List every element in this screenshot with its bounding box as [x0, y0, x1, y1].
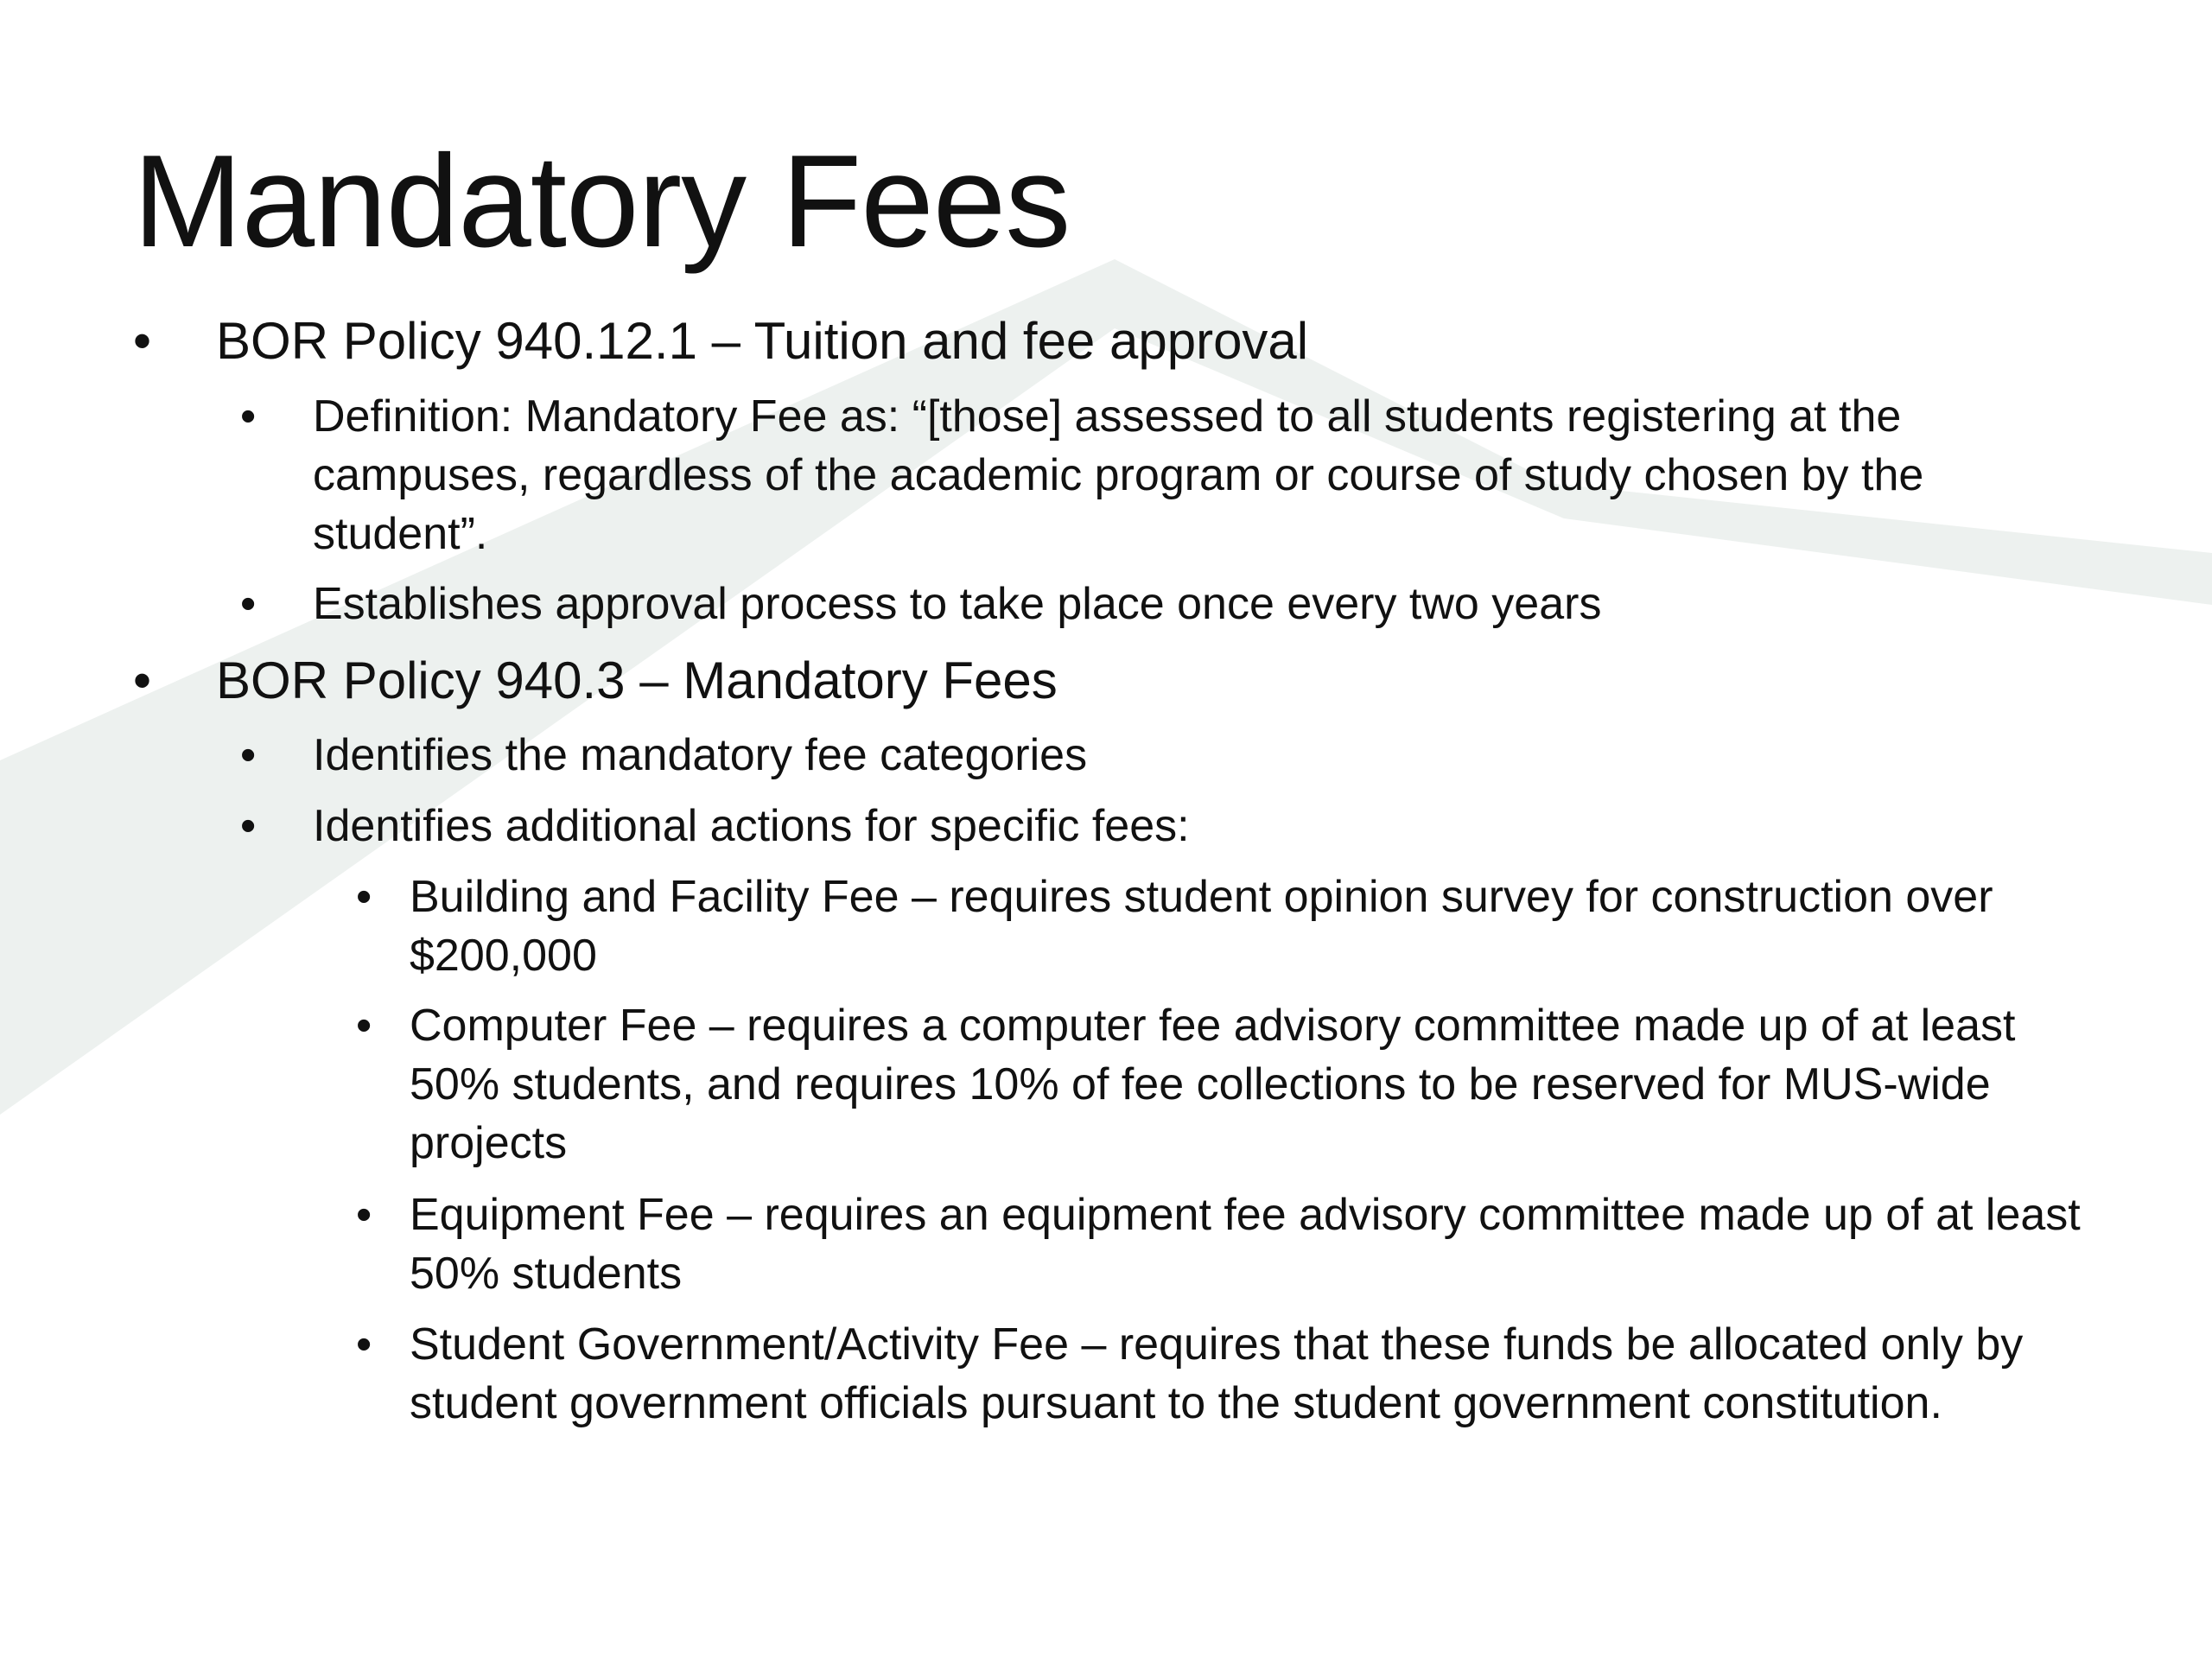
bullet-icon: • — [133, 312, 152, 370]
bullet-icon: • — [240, 391, 257, 442]
bullet-text: Identifies additional actions for specific fees: — [313, 801, 1190, 851]
bullet-item-approval-process — [240, 575, 2093, 633]
bullet-item-bor-policy-940-12-1 — [133, 312, 2160, 371]
bullet-text: Identifies the mandatory fee categories — [313, 730, 1088, 780]
bullet-text: Building and Facility Fee – requires student opinion survey for construction over $200,000 — [410, 872, 1993, 981]
bullet-item-equipment-fee — [356, 1185, 2103, 1303]
bullet-icon: • — [356, 872, 372, 922]
bullet-item-fee-categories — [240, 726, 2093, 785]
bullet-text: BOR Policy 940.12.1 – Tuition and fee approval — [216, 312, 1309, 370]
bullet-icon: • — [356, 1319, 372, 1370]
bullet-icon: • — [240, 579, 257, 629]
bullet-text: Definition: Mandatory Fee as: “[those] assessed to all students registering at the campuses, regardless of the academic program or course of study chosen by the student”. — [313, 391, 1924, 559]
bullet-icon: • — [240, 730, 257, 780]
bullet-icon: • — [133, 652, 152, 709]
bullet-icon: • — [240, 801, 257, 851]
bullet-text: Establishes approval process to take place once every two years — [313, 579, 1602, 629]
bullet-icon: • — [356, 1190, 372, 1240]
bullet-item-additional-actions — [240, 797, 2093, 855]
bullet-item-computer-fee — [356, 996, 2103, 1173]
bullet-text: Student Government/Activity Fee – requires that these funds be allocated only by student government officials pursuant to the student government constitution. — [410, 1319, 2024, 1428]
slide-title: Mandatory Fees — [133, 128, 1071, 275]
bullet-item-bor-policy-940-3 — [133, 652, 2160, 710]
bullet-text: BOR Policy 940.3 – Mandatory Fees — [216, 652, 1058, 709]
bullet-item-definition — [240, 387, 2093, 563]
bullet-text: Equipment Fee – requires an equipment fee advisory committee made up of at least 50% students — [410, 1190, 2081, 1299]
bullet-icon: • — [356, 1001, 372, 1051]
bullet-item-student-government-fee — [356, 1315, 2103, 1433]
bullet-text: Computer Fee – requires a computer fee advisory committee made up of at least 50% students, and requires 10% of fee collections to be reserved for MUS-wide projects — [410, 1001, 2016, 1168]
bullet-item-building-facility-fee — [356, 868, 2103, 985]
